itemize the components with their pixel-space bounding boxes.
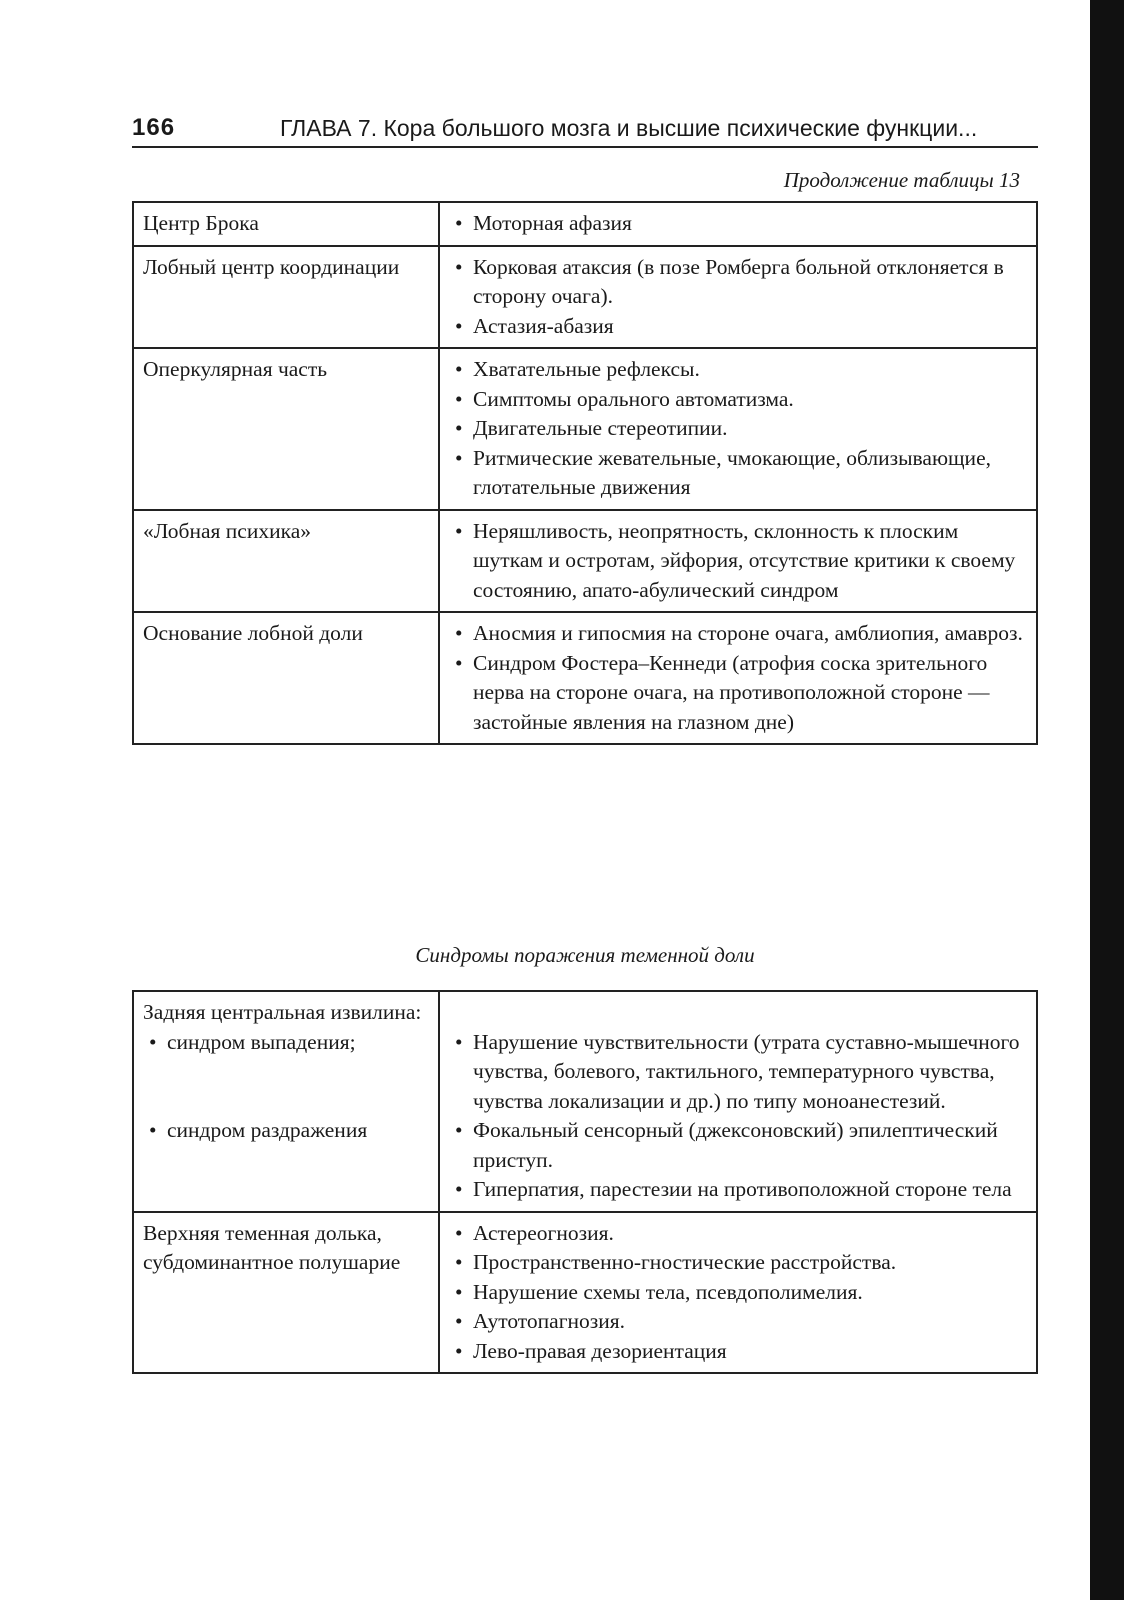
table-continuation-note: Продолжение таблицы 13 [783,168,1020,192]
symptom-item: • Симптомы орального автоматизма. [449,385,1028,415]
sub-syndrome-label: • синдром выпадения; [143,1028,430,1058]
spacer [143,1057,430,1116]
row-symptoms [439,612,1037,744]
sub-syndrome-label: • синдром раздражения [143,1116,430,1146]
section-caption: Синдромы поражения теменной доли [415,943,755,967]
symptom-item: • Аносмия и гипосмия на стороне очага, амблиопия, амавроз. [449,619,1028,649]
table-row [133,246,1037,349]
chapter-title: ГЛАВА 7. Кора большого мозга и высшие психические функции... [280,115,978,141]
row-symptoms [439,1212,1037,1374]
table-row [133,202,1037,246]
row-label: Верхняя теменная долька, субдоминантное полушарие [133,1212,439,1374]
row-symptoms [439,991,1037,1212]
symptom-item: • Пространственно-гностические расстройства. [449,1248,1028,1278]
row-label: Основание лобной доли [133,612,439,744]
row-symptoms [439,510,1037,613]
row-heading: Задняя центральная извилина: [143,1000,422,1024]
symptom-item: • Астереогнозия. [449,1219,1028,1249]
symptom-item: • Аутотопагнозия. [449,1307,1028,1337]
table-row [133,510,1037,613]
page-number: 166 [132,114,176,141]
symptom-item: • Хватательные рефлексы. [449,355,1028,385]
symptom-item: • Гиперпатия, парестезии на противоположной стороне тела [449,1175,1028,1205]
table-row [133,991,1037,1212]
page-edge-shadow [1090,0,1124,1600]
row-label: Оперкулярная часть [133,348,439,510]
frontal-lobe-syndromes-table [132,201,1038,745]
running-header [132,112,1038,148]
row-symptoms [439,348,1037,510]
spacer [449,998,1028,1028]
symptom-item: • Синдром Фостера–Кеннеди (атрофия соска зрительного нерва на стороне очага, на противоположной стороне — застойные явления на глазном дне) [449,649,1028,738]
table-row [133,1212,1037,1374]
parietal-lobe-syndromes-table [132,990,1038,1374]
symptom-item: • Астазия-абазия [449,312,1028,342]
row-label: Центр Брока [133,202,439,246]
symptom-item: • Неряшливость, неопрятность, склонность к плоским шуткам и остротам, эйфория, отсутствие критики к своему состоянию, апато-абулический синдром [449,517,1028,606]
table-row [133,612,1037,744]
row-label [133,991,439,1212]
symptom-item: • Нарушение схемы тела, псевдополимелия. [449,1278,1028,1308]
row-label: «Лобная психика» [133,510,439,613]
symptom-item: • Ритмические жевательные, чмокающие, облизывающие, глотательные движения [449,444,1028,503]
symptom-item: • Корковая атаксия (в позе Ромберга больной отклоняется в сторону очага). [449,253,1028,312]
row-symptoms [439,202,1037,246]
symptom-item: • Фокальный сенсорный (джексоновский) эпилептический приступ. [449,1116,1028,1175]
symptom-item: • Двигательные стереотипии. [449,414,1028,444]
symptom-item: • Лево-правая дезориентация [449,1337,1028,1367]
table-row [133,348,1037,510]
row-symptoms [439,246,1037,349]
row-label: Лобный центр координации [133,246,439,349]
symptom-item: • Нарушение чувствительности (утрата суставно-мышечного чувства, болевого, тактильного, температурного чувства, чувства локализации и др.) по типу моноанестезий. [449,1028,1028,1117]
symptom-item: • Моторная афазия [449,209,1028,239]
